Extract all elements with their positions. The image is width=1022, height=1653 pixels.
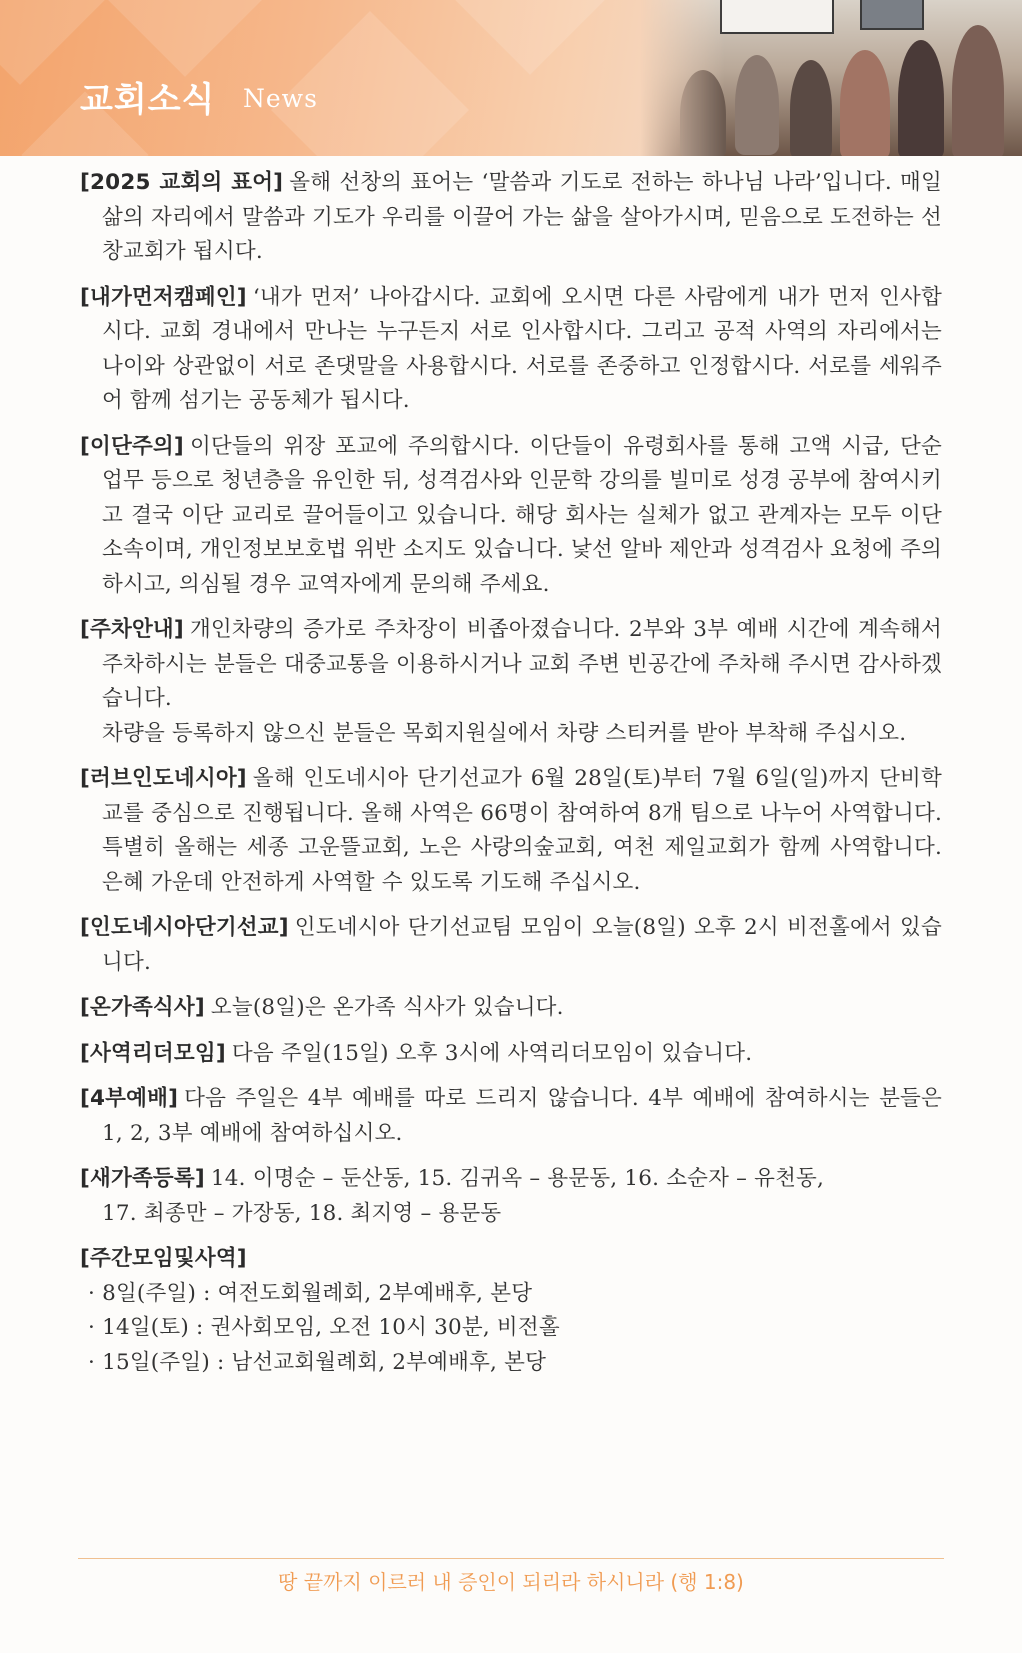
news-text: ‘내가 먼저’ 나아갑시다. 교회에 오시면 다른 사람에게 내가 먼저 인사합시다. 교회 경내에서 만나는 누구든지 서로 인사합시다. 그리고 공적 사역의 자리에서는 나이와 상관없이 서로 존댓말을 사용합시다. 서로를 존중하고 인정합시다. 서로를 세워주어 함께 섬기는 공동체가 됩시다. <box>102 284 942 413</box>
photo-figure <box>840 50 890 156</box>
news-item <box>80 1037 942 1072</box>
news-item <box>80 911 942 980</box>
news-item <box>80 1162 942 1231</box>
news-text: 이단들의 위장 포교에 주의합시다. 이단들이 유령회사를 통해 고액 시급, 단순 업무 등으로 청년층을 유인한 뒤, 성격검사와 인문학 강의를 빌미로 성경 공부에 참여시키고 결국 이단 교리로 끌어들이고 있습니다. 해당 회사는 실체가 없고 관계자는 모두 이단 소속이며, 개인정보보호법 위반 소지도 있습니다. 낯선 알바 제안과 성격검사 요청에 주의하시고, 의심될 경우 교역자에게 문의해 주세요. <box>102 433 942 597</box>
news-tag: [이단주의] <box>80 433 184 459</box>
news-text: 인도네시아 단기선교팀 모임이 오늘(8일) 오후 2시 비전홀에서 있습니다. <box>102 915 942 975</box>
news-text: 다음 주일(15일) 오후 3시에 사역리더모임이 있습니다. <box>231 1040 753 1066</box>
news-tag: [온가족식사] <box>80 995 205 1020</box>
photo-figure <box>735 55 779 155</box>
news-text: 올해 선창의 표어는 ‘말씀과 기도로 전하는 하나님 나라’입니다. 매일 삶의 자리에서 말씀과 기도가 우리를 이끌어 가는 삶을 살아가시며, 믿음으로 도전하는 선창교회가 됩시다. <box>102 170 942 264</box>
news-tag: [새가족등록] <box>80 1166 205 1191</box>
news-item <box>80 430 942 603</box>
news-item <box>80 762 942 900</box>
header-banner <box>0 0 1022 156</box>
schedule-entry: · 15일(주일) : 남선교회월례회, 2부예배후, 본당 <box>80 1346 942 1381</box>
news-item <box>80 281 942 419</box>
schedule-entry: · 8일(주일) : 여전도회월례회, 2부예배후, 본당 <box>80 1277 942 1312</box>
photo-figure <box>952 25 1004 156</box>
news-tag: [4부예배] <box>80 1086 179 1111</box>
footer-divider <box>78 1558 944 1559</box>
news-item <box>80 166 942 270</box>
news-text: 오늘(8일)은 온가족 식사가 있습니다. <box>210 995 564 1020</box>
news-text-extra: 차량을 등록하지 않으신 분들은 목회지원실에서 차량 스티커를 받아 부착해 주십시오. <box>102 720 907 746</box>
news-item <box>80 613 942 751</box>
photo-screen <box>720 0 834 34</box>
news-tag: [내가먼저캠페인] <box>80 284 247 310</box>
news-tag: [주차안내] <box>80 617 184 642</box>
news-content <box>80 166 942 1391</box>
photo-figure <box>790 60 832 156</box>
photo-figure <box>898 40 944 156</box>
news-text: 올해 인도네시아 단기선교가 6월 28일(토)부터 7월 6일(일)까지 단비학교를 중심으로 진행됩니다. 올해 사역은 66명이 참여하여 8개 팀으로 나누어 사역합니다. 특별히 올해는 세종 고운뜰교회, 노은 사랑의숲교회, 여천 제일교회가 함께 사역합니다. 은혜 가운데 안전하게 사역할 수 있도록 기도해 주십시오. <box>102 766 942 895</box>
congregation-photo <box>640 0 1022 156</box>
decorative-tile <box>445 0 615 75</box>
decorative-tile <box>93 0 277 77</box>
schedule-entry: · 14일(토) : 권사회모임, 오전 10시 30분, 비전홀 <box>80 1311 942 1346</box>
news-tag: [사역리더모임] <box>80 1040 226 1066</box>
photo-monitor <box>860 0 924 30</box>
news-tag: [러브인도네시아] <box>80 766 247 791</box>
news-tag: [2025 교회의 표어] <box>80 170 284 195</box>
weekly-schedule <box>80 1242 942 1380</box>
news-tag: [인도네시아단기선교] <box>80 915 289 940</box>
page-title: 교회소식 <box>80 80 216 120</box>
schedule-list <box>80 1277 942 1381</box>
footer-verse: 땅 끝까지 이르러 내 증인이 되리라 하시니라 (행 1:8) <box>278 1570 744 1594</box>
news-text: 14. 이명순 – 둔산동, 15. 김귀옥 – 용문동, 16. 소순자 – 유천동, <box>210 1166 825 1191</box>
news-item <box>80 991 942 1026</box>
news-item <box>80 1082 942 1151</box>
news-text: 다음 주일은 4부 예배를 따로 드리지 않습니다. 4부 예배에 참여하시는 분들은 1, 2, 3부 예배에 참여하십시오. <box>102 1086 942 1146</box>
news-text-extra: 17. 최종만 – 가장동, 18. 최지영 – 용문동 <box>102 1200 502 1226</box>
schedule-title: [주간모임및사역] <box>80 1246 247 1271</box>
page-subtitle: News <box>243 84 318 113</box>
news-text: 개인차량의 증가로 주차장이 비좁아졌습니다. 2부와 3부 예배 시간에 계속해서 주차하시는 분들은 대중교통을 이용하시거나 교회 주변 빈공간에 주차해 주시면 감사하겠습니다. <box>102 617 942 711</box>
photo-figure <box>680 70 726 156</box>
